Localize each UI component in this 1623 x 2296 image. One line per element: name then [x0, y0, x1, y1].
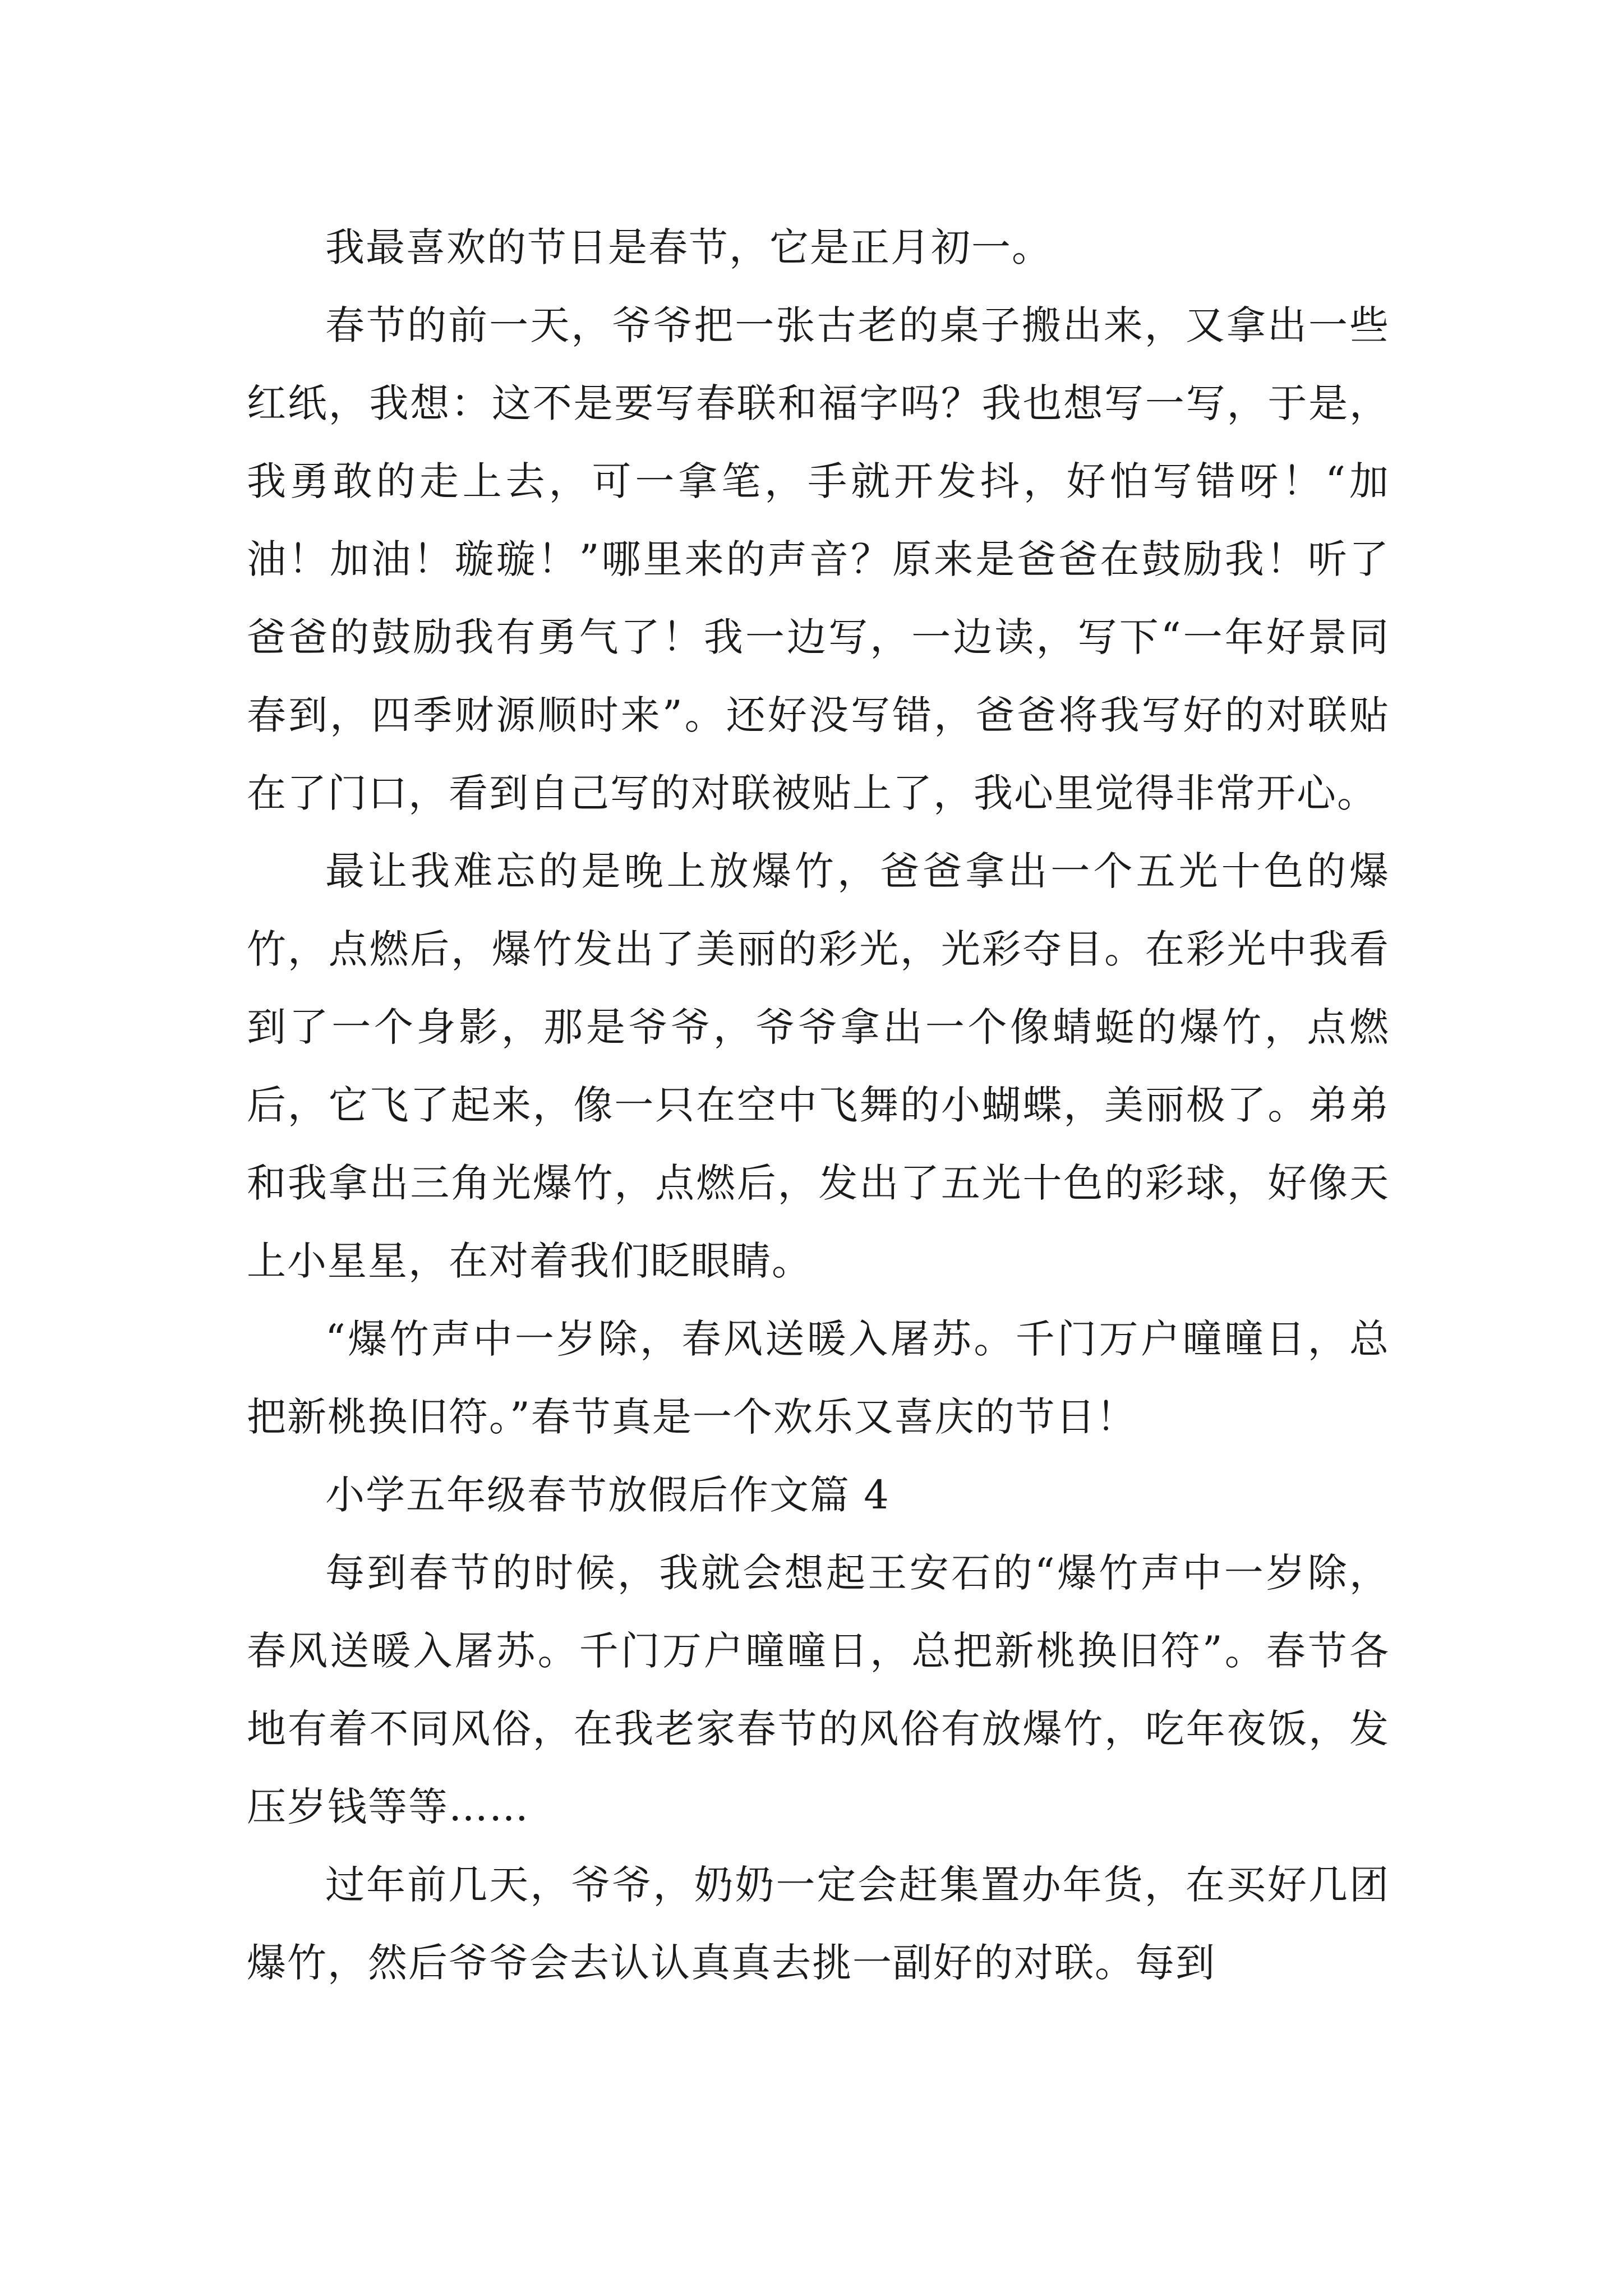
paragraph-3: 最让我难忘的是晚上放爆竹，爸爸拿出一个五光十色的爆竹，点燃后，爆竹发出了美丽的彩光，光彩夺目。在彩光中我看到了一个身影，那是爷爷，爷爷拿出一个像蜻蜓的爆竹，点燃后，它飞了起来，像一只在空中飞舞的小蝴蝶，美丽极了。弟弟和我拿出三角光爆竹，点燃后，发出了五光十色的彩球，好像天上小星星，在对着我们眨眼睛。: [247, 848, 1390, 1284]
section-heading: 小学五年级春节放假后作文篇 4: [325, 1472, 890, 1518]
paragraph-4: “爆竹声中一岁除，春风送暖入屠苏。千门万户曈曈日，总把新桃换旧符。”春节真是一个欢乐又喜庆的节日！: [247, 1316, 1390, 1440]
paragraph-6: 过年前几天，爷爷，奶奶一定会赶集置办年货，在买好几团爆竹，然后爷爷会去认认真真去挑一副好的对联。每到: [247, 1862, 1390, 1986]
paragraph-1: 我最喜欢的节日是春节，它是正月初一。: [325, 224, 1052, 270]
document-body: [247, 209, 1390, 2002]
paragraph-2: 春节的前一天，爷爷把一张古老的桌子搬出来，又拿出一些红纸，我想：这不是要写春联和福字吗？我也想写一写，于是，我勇敢的走上去，可一拿笔，手就开发抖，好怕写错呀！“加油！加油！璇璇！”哪里来的声音？原来是爸爸在鼓励我！听了爸爸的鼓励我有勇气了！我一边写，一边读，写下“一年好景同春到，四季财源顺时来”。还好没写错，爸爸将我写好的对联贴在了门口，看到自己写的对联被贴上了，我心里觉得非常开心。: [247, 302, 1390, 816]
paragraph-5: 每到春节的时候，我就会想起王安石的“爆竹声中一岁除，春风送暖入屠苏。千门万户曈曈日，总把新桃换旧符”。春节各地有着不同风俗，在我老家春节的风俗有放爆竹，吃年夜饭，发压岁钱等等……: [247, 1550, 1390, 1830]
